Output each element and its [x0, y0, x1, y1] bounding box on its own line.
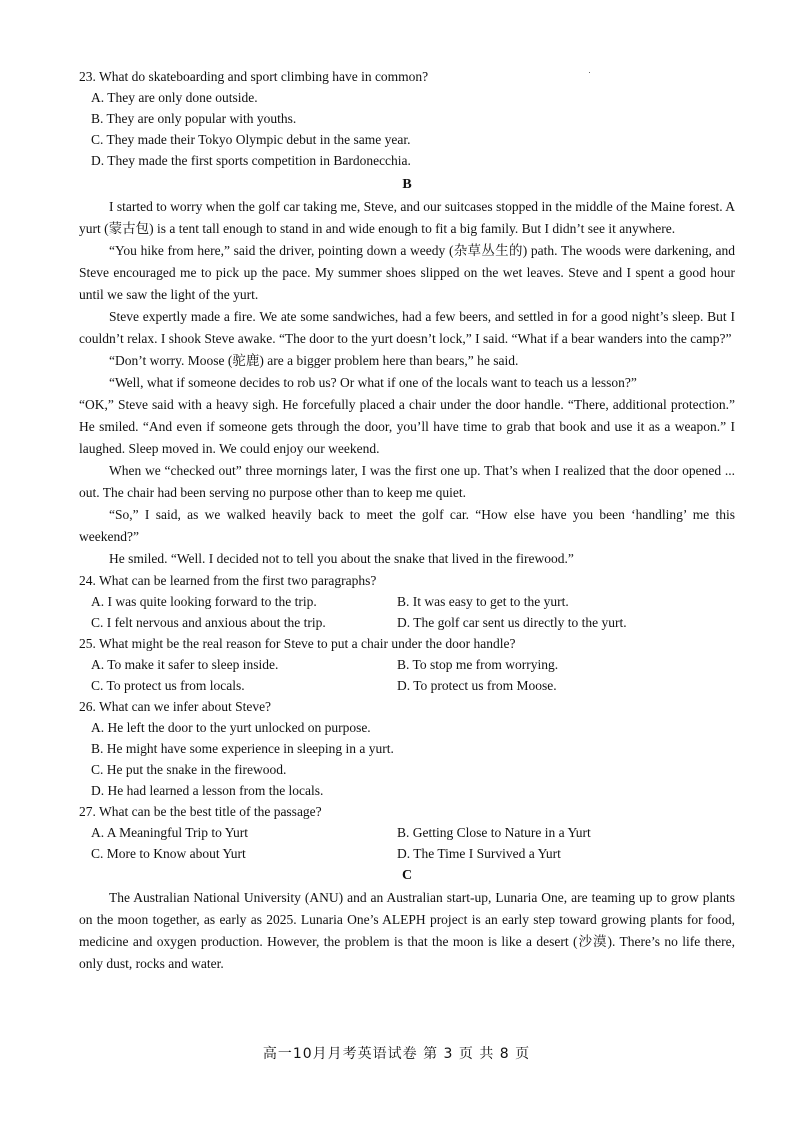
option-a: A. A Meaningful Trip to Yurt	[91, 825, 249, 840]
option-c: C. To protect us from locals.	[91, 678, 245, 693]
question-26	[79, 696, 735, 801]
question-stem: 27. What can be the best title of the passage?	[79, 804, 322, 819]
option-row	[79, 654, 735, 675]
option-row	[79, 822, 735, 843]
question-stem: 25. What might be the real reason for Steve to put a chair under the door handle?	[79, 636, 516, 651]
paragraph: “You hike from here,” said the driver, pointing down a weedy (杂草丛生的) path. The woods were darkening, and Steve encouraged me to pick up the pace. My summer shoes slipped on the wet leaves. Steve and I spent a good hour until we saw the light of the yurt.	[79, 243, 735, 302]
option-c: C. They made their Tokyo Olympic debut in the same year.	[91, 132, 411, 147]
page-footer: 高一10月月考英语试卷 第 3 页 共 8 页	[262, 1046, 531, 1062]
option-a: A. He left the door to the yurt unlocked on purpose.	[91, 720, 371, 735]
option-row	[79, 675, 735, 696]
question-27	[79, 801, 735, 864]
paragraph: When we “checked out” three mornings later, I was the first one up. That’s when I realized that the door opened ... out. The chair had been serving no purpose other than to keep me quiet.	[79, 463, 735, 500]
section-heading-b: B	[402, 177, 412, 192]
paragraph: “Don’t worry. Moose (驼鹿) are a bigger problem here than bears,” he said.	[109, 353, 519, 368]
option-c: C. More to Know about Yurt	[91, 846, 246, 861]
paragraph: I started to worry when the golf car taking me, Steve, and our suitcases stopped in the middle of the Maine forest. A yurt (蒙古包) is a tent tall enough to stand in and wide enough to fit a big family. But I didn’t see it anywhere.	[79, 199, 735, 236]
question-24	[79, 570, 735, 633]
option-d: D. To protect us from Moose.	[397, 678, 557, 693]
question-stem: 24. What can be learned from the first two paragraphs?	[79, 573, 377, 588]
option-d: D. He had learned a lesson from the locals.	[91, 783, 324, 798]
paragraph: “So,” I said, as we walked heavily back to meet the golf car. “How else have you been ‘handling’ me this weekend?”	[79, 507, 735, 544]
option-a: A. To make it safer to sleep inside.	[91, 657, 279, 672]
passage-b	[79, 196, 735, 570]
option-c: C. He put the snake in the firewood.	[91, 762, 287, 777]
option-row	[79, 591, 735, 612]
paragraph: Steve expertly made a fire. We ate some sandwiches, had a few beers, and settled in for a good night’s sleep. But I couldn’t relax. I shook Steve awake. “The door to the yurt doesn’t lock,” I said. “What if a bear wanders into the camp?”	[79, 309, 735, 346]
option-d: D. They made the first sports competition in Bardonecchia.	[91, 153, 411, 168]
exam-page	[79, 66, 735, 975]
paragraph: “Well, what if someone decides to rob us? Or what if one of the locals want to teach us a lesson?”	[109, 375, 637, 390]
option-row	[79, 843, 735, 864]
option-a: A. They are only done outside.	[91, 90, 258, 105]
question-stem: 26. What can we infer about Steve?	[79, 699, 272, 714]
option-a: A. I was quite looking forward to the trip.	[91, 594, 317, 609]
paragraph: “OK,” Steve said with a heavy sigh. He forcefully placed a chair under the door handle. “There, additional protection.” He smiled. “And even if someone gets through the door, you’ll have time to grab that book and use it as a weapon.” I laughed. Sleep moved in. We could enjoy our weekend.	[79, 397, 735, 456]
passage-c: The Australian National University (ANU) and an Australian start-up, Lunaria One, are teaming up to grow plants on the moon together, as early as 2025. Lunaria One’s ALEPH project is an early step toward growing plants for food, medicine and oxygen production. However, the problem is that the moon is like a desert (沙漠). There’s no life there, only dust, rocks and water.	[79, 890, 735, 971]
option-b: B. He might have some experience in sleeping in a yurt.	[91, 741, 394, 756]
section-heading-c: C	[401, 868, 413, 883]
question-stem: 23. What do skateboarding and sport climbing have in common?	[79, 69, 429, 84]
paragraph: He smiled. “Well. I decided not to tell you about the snake that lived in the firewood.”	[109, 551, 574, 566]
option-b: B. To stop me from worrying.	[397, 657, 559, 672]
option-c: C. I felt nervous and anxious about the trip.	[91, 615, 326, 630]
option-b: B. They are only popular with youths.	[91, 111, 297, 126]
question-23	[79, 66, 735, 171]
option-d: D. The golf car sent us directly to the yurt.	[397, 615, 627, 630]
option-b: B. Getting Close to Nature in a Yurt	[397, 825, 591, 840]
option-b: B. It was easy to get to the yurt.	[397, 594, 569, 609]
option-d: D. The Time I Survived a Yurt	[397, 846, 561, 861]
question-25	[79, 633, 735, 696]
option-row	[79, 612, 735, 633]
